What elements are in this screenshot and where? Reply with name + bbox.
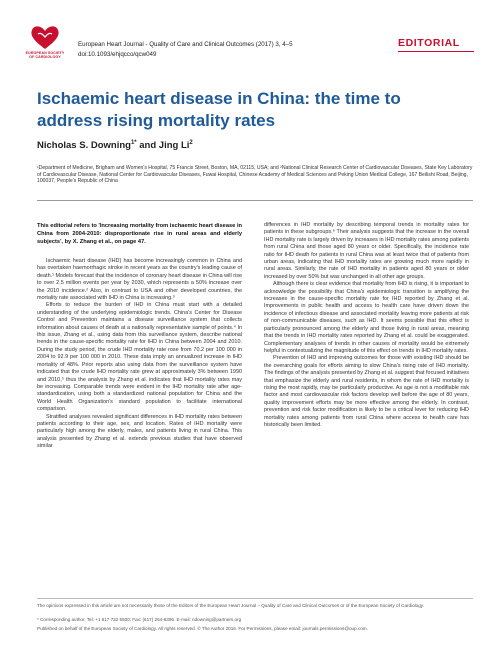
lead-paragraph: This editorial refers to 'Increasing mortality from ischaemic heart disease in China from 2004-2010: disproportionate rise in rural areas and elderly subjects', by X. Zhang et al., on page 47. (37, 223, 242, 245)
body-column-right (264, 222, 469, 518)
heart-icon (29, 25, 61, 51)
author-list (37, 140, 193, 151)
affiliations: ¹Department of Medicine, Brigham and Women's Hospital, 75 Francis Street, Boston, MA, 02115, USA; and ²National Clinical Research Center of Cardiovascular Diseases, State Key Laboratory of Cardiovascular Disease, National Center for Cardiovascular Diseases, Fuwai Hospital, Chinese Academy of Medical Sciences and Peking Union Medical College, 167 Beilishi Road, Beijing, 100037, People's Republic of China (37, 165, 473, 185)
section-rule (398, 51, 474, 52)
publication-note: Published on behalf of the European Society of Cardiology. All rights reserved. © The Author 2016. For Permissions, please email: journals.permissions@oup.com. (37, 626, 368, 631)
body-paragraph: differences in IHD mortality by describing temporal trends in mortality rates for patients in these subgroups.⁶ Their analysis suggests that the increase in the overall IHD mortality rate is largely driven by increases in IHD mortality rates among patients from rural China and those aged 80 years or older. Specifically, the incidence rate ratio for IHD death for patients in rural China was at least twice that of patients from urban areas, indicating that IHD mortality rates are growing much more rapidly in rural areas. Similarly, the rate of IHD mortality in patients aged 80 years or older increased by over 50% but was unchanged in all other age groups. (264, 222, 469, 280)
author-affiliation-mark: 1* (130, 140, 137, 146)
body-paragraph: Prevention of IHD and improving outcomes for those with existing IHD should be the overarching goals for efforts aiming to slow China's rising rate of IHD mortality. The findings of the analysis presented by Zhang et al. suggest that focused initiatives that emphasize the elderly and rural residents, in whom the rate of IHD mortality is rising the most rapidly, may be particularly productive. As age is not a modifiable risk factor and most cardiovascular risk factors develop well before the age of 80 years, quality improvement efforts may be more effective among the elderly. In contrast, prevention and risk factor modification is likely to be a critical lever for reducing IHD mortality rates among patients from rural China where access to health care has historically been limited. (264, 355, 469, 428)
body-paragraph: Although there is clear evidence that mortality from IHD is rising, it is important to acknowledge the possibility that China's epidemiologic transition is amplifying the increases in the cause-specific mortality rate for IHD reported by Zhang et al. Improvements in public health and access to health care have driven down the incidence of infectious disease and associated mortality leaving more patients at risk of non-communicable diseases, such as IHD. It seems possible that this effect is particularly pronounced among the elderly and those living in rural areas, meaning that the trends in IHD mortality rates reported by Zhang et al. could be exaggerated. Complementary analyses of trends in other causes of mortality would be extremely helpful in contextualizing the magnitude of this effect on trends in IHD mortality rates. (264, 281, 469, 354)
disclaimer: The opinions expressed in this article are not necessarily those of the Editors of the European Heart Journal – Quality of Care and Clinical Outcomes or of the European Society of Cardiology. (37, 603, 425, 608)
section-label: EDITORIAL (398, 37, 460, 49)
body-paragraph: Efforts to reduce the burden of IHD in China must start with a detailed understanding of the underlying epidemiologic trends. China's Center for Disease Control and Prevention maintains a disease surveillance system that collects information about causes of death at a nationally representative sample of points.⁴ In this issue, Zhang et al., using data from this surveillance system, describe national trends in the cause-specific mortality rate for IHD in China between 2004 and 2010. During the study period, the crude IHD mortality rate rose from 70.2 per 100 000 in 2004 to 92.9 per 100 000 in 2010. These data imply an annualized increase in IHD mortality of 48%. Prior reports also using data from the surveillance system have indicated that the crude IHD mortality rate grew at approximately 3% between 1990 and 2010,⁵ thus the analysis by Zhang et al. indicates that IHD mortality rates may be increasing. Comparable trends were evident in the IHD mortality rate after age-standardization, using both a standardized national population for China and the World Health Organization's standard population to facilitate international comparison. (37, 302, 242, 413)
journal-citation: European Heart Journal - Quality of Care and Clinical Outcomes (2017) 3, 4–5 (78, 41, 293, 48)
corresponding-author: * Corresponding author. Tel: +1 617 732 5500; Fax: (617) 264-6396. E-mail: ndowning@partners.org (37, 617, 242, 622)
author-name[interactable]: Nicholas S. Downing (37, 140, 131, 152)
body-column-left (37, 222, 242, 518)
divider (37, 200, 473, 201)
author-affiliation-mark: 2 (189, 140, 193, 146)
body-paragraph: Ischaemic heart disease (IHD) has become increasingly common in China and has overtaken haemorrhagic stroke in recent years as the country's leading cause of death.¹ Models forecast that the incidence of coronary heart disease in China will rise to over 2.5 million events per year by 2030, which represents a 50% increase over the 2010 incidence.² Also, in contrast to USA and other developed countries, the mortality rate associated with IHD in China is increasing.³ (37, 258, 242, 302)
esc-logo (25, 25, 65, 75)
author-name[interactable]: Jing Li (158, 140, 190, 152)
footer-divider (37, 598, 473, 599)
article-title: Ischaemic heart disease in China: the time to address rising mortality rates (37, 89, 401, 130)
author-separator: and (136, 140, 159, 152)
body-paragraph: Stratified analyses revealed significant differences in IHD mortality rates between patients according to their age, sex, and location. Rates of IHD mortality were particularly high among the elderly, males, and patients living in rural China. This analysis presented by Zhang et al. extends previous studies that have observed similar (37, 413, 242, 450)
doi[interactable]: doi:10.1093/ehjqcco/qcw049 (78, 51, 157, 58)
logo-text: EUROPEAN SOCIETY OF CARDIOLOGY (25, 51, 65, 60)
